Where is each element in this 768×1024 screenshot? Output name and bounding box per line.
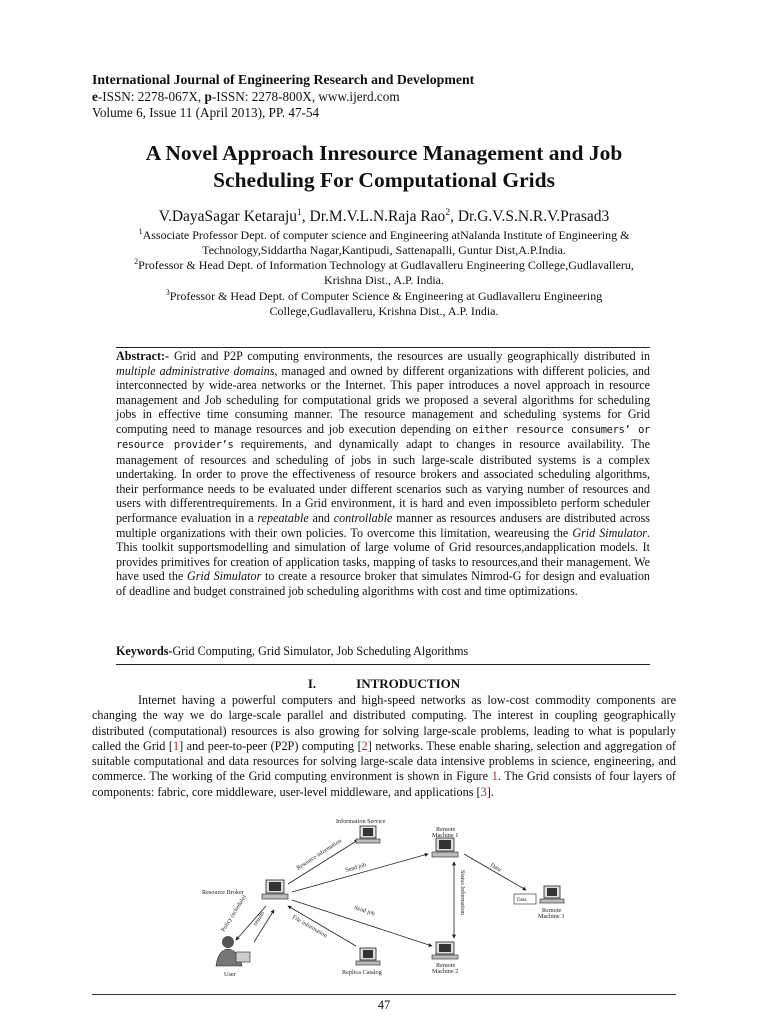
label-information-service: Information Service (336, 818, 386, 825)
abstract-text-4: and (308, 511, 334, 526)
author-3: , Dr.G.V.S.N.R.V.Prasad3 (450, 208, 610, 226)
page-number: 47 (377, 998, 391, 1012)
label-remote-1-a: Remote (436, 826, 456, 833)
affil-3-sup: 3 (165, 288, 170, 297)
label-remote-3-b: Machine 3 (538, 913, 565, 920)
abstract-mono-1: either resource consumers’ or resource provider’s (116, 423, 650, 452)
arrow-file-info (288, 906, 356, 946)
abstract-italic-3: controllable (333, 511, 393, 526)
section-number: I. (307, 676, 317, 691)
issn-e-text: -ISSN: 2278-067X, (97, 88, 205, 104)
author-2: , Dr.M.V.L.N.Raja Rao (301, 208, 446, 226)
label-remote-3-a: Remote (542, 907, 562, 914)
label-resource-broker: Resource Broker (202, 889, 244, 896)
journal-volume: Volume 6, Issue 11 (April 2013), PP. 47-54 (92, 105, 320, 120)
paper-title (92, 140, 676, 194)
figure-svg (196, 814, 580, 980)
computer-icon-replica-catalog (356, 948, 380, 965)
affil-1-line-1: Associate Professor Dept. of computer science and Engineering atNalanda Institute of Engineering & (142, 228, 630, 242)
author-2-sup: 2 (445, 208, 451, 218)
label-resource-info: Resource information (295, 838, 343, 872)
title-line-1: A Novel Approach Inresource Management and Job (145, 141, 623, 165)
issn-p-prefix: p (204, 88, 212, 104)
abstract-text-1: Grid and P2P computing environments, the resources are usually geographically distributed in (169, 349, 650, 363)
label-remote-1-b: Machine 1 (432, 832, 459, 839)
citation-link[interactable]: 2 (361, 738, 368, 753)
affil-1-sup: 1 (138, 227, 143, 236)
computer-icon-remote-machine-1 (432, 838, 458, 857)
journal-header (92, 72, 682, 122)
keywords (116, 644, 650, 659)
abstract-italic-5: Grid Simulator (186, 569, 262, 584)
label-file-info: File information (291, 914, 328, 940)
arrow-resource-info (288, 840, 358, 884)
affil-1-line-2: Technology,Siddartha Nagar,Kantipudi, Sattenapalli, Guntur Dist,A.P.India. (202, 242, 566, 257)
label-status-info: Status Information (459, 870, 465, 915)
label-policy: Policy (schedule) (220, 894, 248, 934)
section-heading (92, 676, 676, 692)
keywords-text: Grid Computing, Grid Simulator, Job Scheduling Algorithms (172, 644, 469, 658)
abstract-text-3: requirements, and dynamically adapt to changes in resource availability. The management of resources and scheduling of jobs in such large-scale distributed systems is a complex undertaking. In order to prove the effectiveness of resource brokers and associated scheduling algorithms, their performance needs to be evaluated under different scenarios such as varying number of resources and users with differentrequirements. In a Grid environment, it is hard and even impossibleto perform scheduler performance evaluation in a (116, 437, 650, 526)
intro-paragraph (92, 693, 676, 800)
footer-divider (92, 994, 676, 995)
affiliation-3 (100, 286, 668, 318)
title-line-2: Scheduling For Computational Grids (213, 168, 555, 192)
abstract-text-6: . This toolkit supportsmodelling and simulation of large volume of Grid resources,andapplication models. It provides primitives for creation of application tasks, mapping of tasks to resources,and their management. We have used the (116, 525, 650, 584)
author-list (92, 203, 676, 227)
intro-text-2: ] and peer-to-peer (P2P) computing [ (179, 738, 362, 753)
user-icon (216, 936, 250, 966)
keywords-divider (116, 664, 650, 665)
journal-issn (92, 89, 682, 106)
computer-icon-resource-broker (262, 880, 288, 899)
label-data-box: Data (517, 898, 527, 903)
abstract-italic-2: repeatable (257, 511, 309, 526)
issn-p-text: -ISSN: 2278-800X, www.ijerd.com (211, 88, 400, 104)
figure-link[interactable]: 1 (491, 769, 498, 784)
citation-link[interactable]: 1 (172, 738, 180, 753)
intro-text-1: Internet having a powerful computers and high-speed networks as low-cost commodity components are changing the way we do large-scale parallel and distributed computing. The interest in coupling geographically distributed (computational) resources is also growing for solving large-scale problems, leading to what is popularly called the Grid [ (92, 693, 676, 753)
label-replica-catalog: Replica Catalog (342, 969, 382, 976)
affil-2-sup: 2 (134, 257, 139, 266)
grid-architecture-figure (196, 814, 580, 980)
abstract (116, 347, 650, 598)
affil-3-line-1: Professor & Head Dept. of Computer Science & Engineering at Gudlavalleru Engineering (169, 289, 603, 303)
section-title: INTRODUCTION (356, 676, 461, 691)
intro-text-5: ]. (486, 784, 494, 799)
affil-2-line-2: Krishna Dist., A.P. India. (324, 272, 444, 287)
intro-text-3: ] networks. These enable sharing, selection and aggregation of suitable computational and data resources for solving large-scale data intensive problems in science, engineering, and commerce. The working of the Grid computing environment is shown in Figure (92, 738, 676, 784)
issn-e-prefix: e (92, 88, 98, 104)
citation-link[interactable]: 3 (480, 784, 487, 799)
keywords-label: Keywords- (116, 644, 173, 658)
affiliation-2 (100, 255, 668, 287)
label-remote-2-a: Remote (436, 962, 456, 969)
abstract-italic-1: multiple administrative domains (116, 363, 275, 378)
label-data-arrow: Data (489, 862, 502, 874)
label-send-job-bottom: Send job (353, 905, 376, 918)
intro-text-4: . The Grid consists of four layers of components: fabric, core middleware, user-level middleware, and applications [ (92, 769, 676, 799)
abstract-text-7: to create a resource broker that simulates Nimrod-G for design and evaluation of deadline and budget constrained job scheduling algorithms with cost and time optimizations. (116, 569, 650, 598)
abstract-italic-4: Grid Simulator (572, 525, 647, 540)
abstract-lead: Abstract:- (116, 349, 170, 363)
label-remote-2-b: Machine 2 (432, 968, 459, 975)
label-results: results (252, 910, 267, 928)
author-1: V.DayaSagar Ketaraju (158, 208, 298, 226)
journal-name: International Journal of Engineering Research and Development (92, 72, 475, 87)
abstract-text-5: manner as resources andusers are distributed across multiple organizations with their own policies. To overcome this limitation, weareusing the (116, 511, 650, 540)
label-send-job-top: Send job (344, 862, 367, 874)
arrow-data (464, 854, 526, 890)
abstract-text-2: , managed and owned by different organizations with different policies, and interconnected by wide-area networks or the Internet. This paper introduces a novel approach in resource management and Job scheduling for computational grids we proposed a several algorithms for scheduling jobs in effective time consuming manner. The resource management and scheduling systems for Grid computing need to manage resources and job execution depending on (116, 363, 650, 436)
author-1-sup: 1 (297, 208, 302, 218)
affil-3-line-2: College,Gudlavalleru, Krishna Dist., A.P. India. (269, 303, 499, 318)
affiliation-1 (100, 225, 668, 257)
computer-icon-information-service (356, 826, 380, 843)
label-user: User (224, 971, 236, 978)
computer-icon-remote-machine-2 (432, 942, 458, 959)
affil-2-line-1: Professor & Head Dept. of Information Technology at Gudlavalleru Engineering College,Gudlavalleru, (138, 258, 634, 272)
